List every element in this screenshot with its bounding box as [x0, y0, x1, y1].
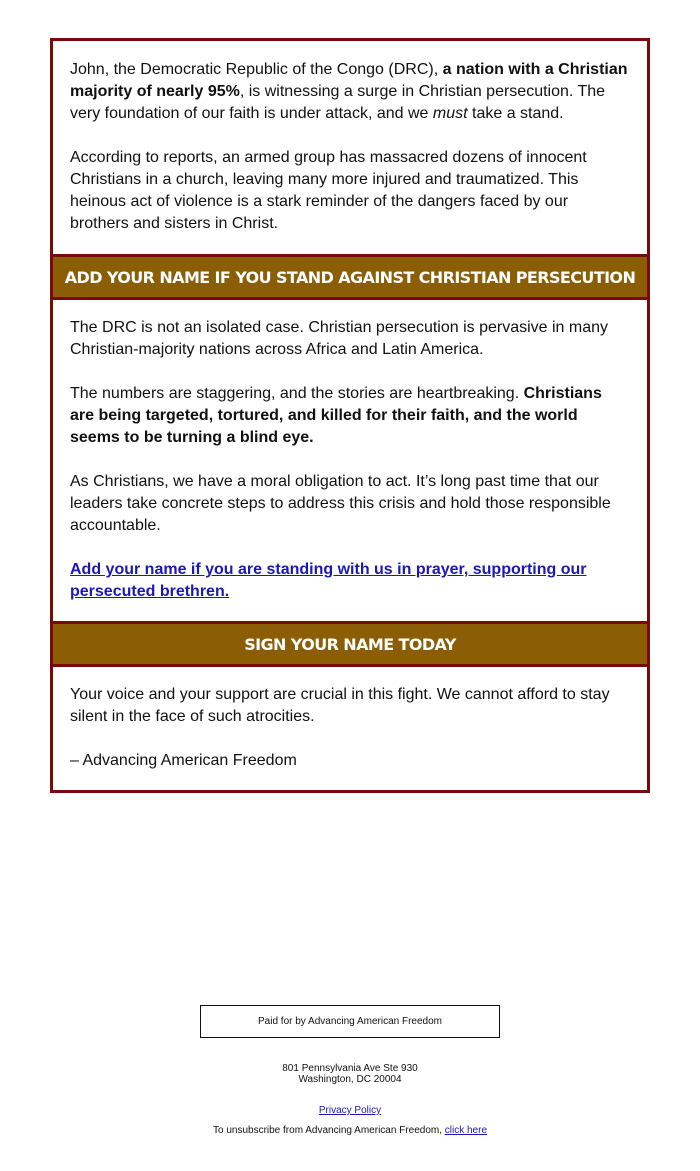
paid-for-disclaimer — [200, 1005, 500, 1038]
address-line-2: Washington, DC 20004 — [298, 1074, 402, 1085]
intro-text-start: John, the Democratic Republic of the Congo (DRC), — [70, 61, 443, 78]
footer — [0, 1005, 700, 1136]
middle-paragraph-2 — [70, 383, 630, 449]
signature: – Advancing American Freedom — [70, 752, 297, 769]
intro-section — [53, 41, 647, 254]
middle-text: The numbers are staggering, and the stories are heartbreaking. — [70, 385, 524, 402]
middle-paragraph-1: The DRC is not an isolated case. Christian persecution is pervasive in many Christian-majority nations across Africa and Latin America. — [70, 319, 609, 358]
cta-paragraph — [70, 559, 630, 603]
add-name-banner-button[interactable] — [53, 254, 647, 300]
sign-name-banner-label: SIGN YOUR NAME TODAY — [244, 634, 456, 654]
closing-section — [53, 667, 647, 790]
add-name-banner-label: ADD YOUR NAME IF YOU STAND AGAINST CHRISTIAN PERSECUTION — [64, 267, 636, 287]
middle-paragraph-3: As Christians, we have a moral obligation to act. It’s long past time that our leaders take concrete steps to address this crisis and hold those responsible accountable. — [70, 473, 611, 534]
intro-text-middle: , is witnessing a surge in Christian persecution. The very foundation of our faith is under attack, and we — [70, 83, 606, 122]
add-name-prayer-link[interactable]: Add your name if you are standing with us in prayer, supporting our persecuted brethren. — [70, 561, 587, 600]
middle-bold-text: Christians are being targeted, tortured, and killed for their faith, and the world seems to be turning a blind eye. — [70, 385, 602, 446]
intro-emphasis: must — [432, 105, 468, 122]
intro-paragraph-2: According to reports, an armed group has massacred dozens of innocent Christians in a church, leaving many more injured and traumatized. This heinous act of violence is a stark reminder of the dangers faced by our brothers and sisters in Christ. — [70, 149, 587, 232]
closing-paragraph: Your voice and your support are crucial in this fight. We cannot afford to stay silent in the face of such atrocities. — [70, 686, 610, 725]
paid-for-text: Paid for by Advancing American Freedom — [258, 1016, 442, 1027]
privacy-row — [0, 1105, 700, 1116]
unsubscribe-link[interactable]: click here — [444, 1125, 488, 1136]
middle-section — [53, 300, 647, 621]
email-card — [50, 38, 650, 793]
intro-bold-text: a nation with a Christian majority of nearly 95% — [70, 61, 628, 100]
unsubscribe-row — [0, 1125, 700, 1136]
mailing-address — [0, 1063, 700, 1085]
address-line-1: 801 Pennsylvania Ave Ste 930 — [282, 1063, 418, 1074]
sign-name-banner-button[interactable] — [53, 621, 647, 667]
intro-text-end: take a stand. — [467, 105, 564, 122]
unsubscribe-text: To unsubscribe from Advancing American Freedom, — [212, 1125, 445, 1136]
intro-paragraph-1 — [70, 59, 630, 125]
privacy-policy-link[interactable]: Privacy Policy — [318, 1105, 382, 1116]
